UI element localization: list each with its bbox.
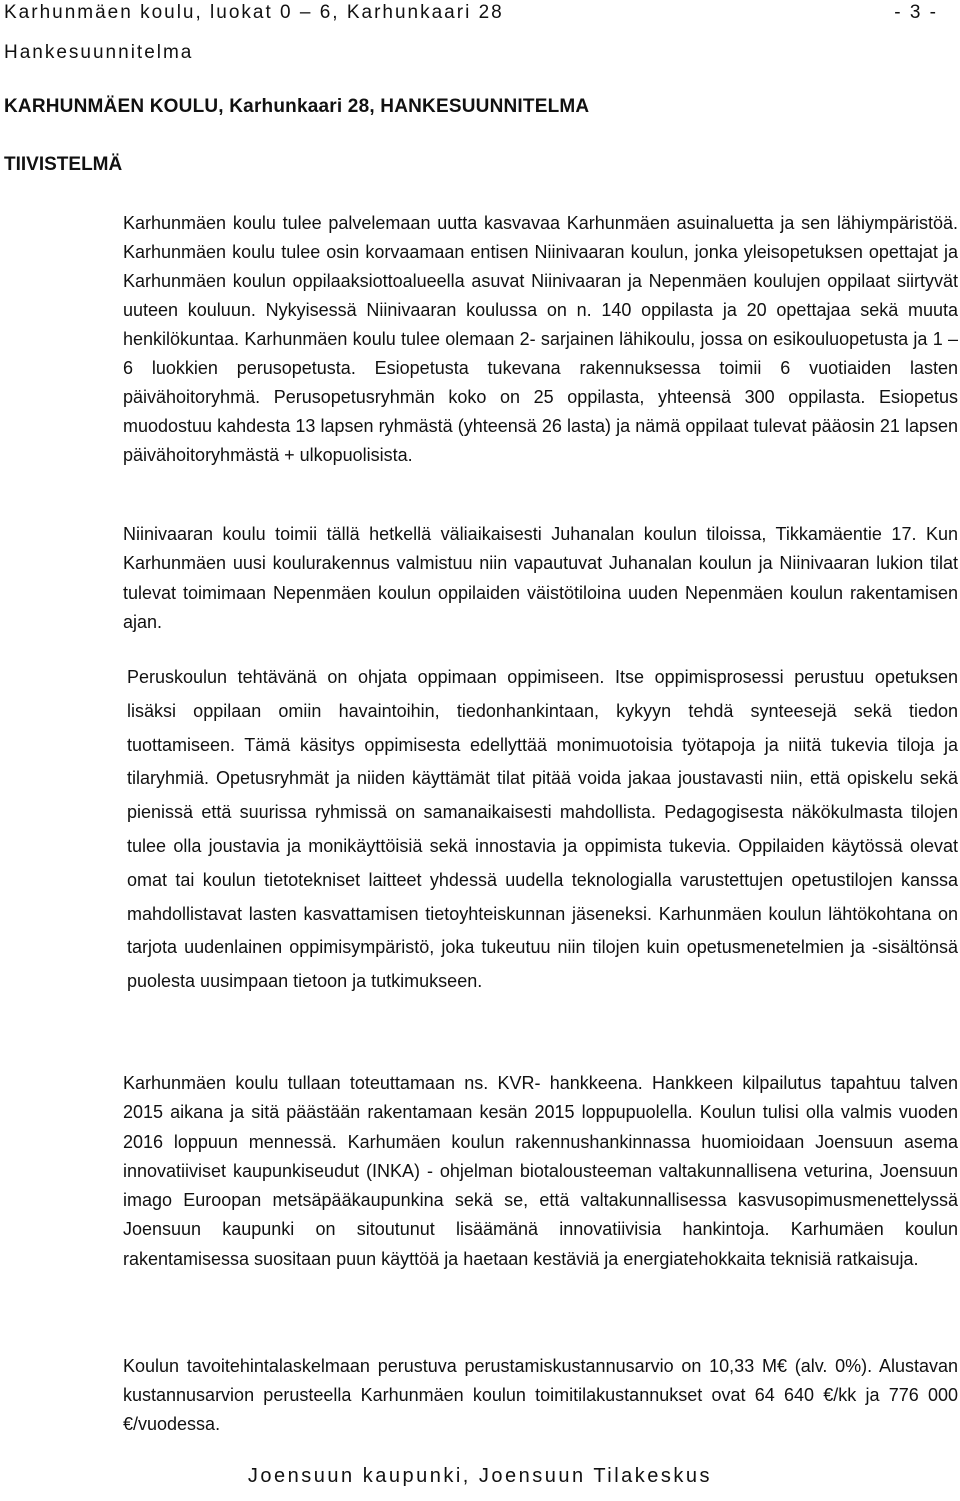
running-subheader: Hankesuunnitelma — [4, 42, 194, 63]
page-footer: Joensuun kaupunki, Joensuun Tilakeskus — [247, 1465, 713, 1487]
running-header: Karhunmäen koulu, luokat 0 – 6, Karhunkaari 28 — [4, 2, 504, 23]
paragraph-temporary-premises: Niinivaaran koulu toimii tällä hetkellä väliaikaisesti Juhanalan koulun tiloissa, Tikkamäentie 17. Kun Karhunmäen uusi koulurakennus valmistuu niin vapautuvat Juhanalan koulun ja Niinivaaran lukion tilat tulevat toimimaan Nepenmäen koulun oppilaiden väistötiloina uuden Nepenmäen koulun rakentamisen ajan. — [123, 524, 958, 632]
document-title: KARHUNMÄEN KOULU, Karhunkaari 28, HANKESUUNNITELMA — [4, 96, 590, 117]
page-number: - 3 - — [894, 2, 938, 23]
paragraph-costs: Koulun tavoitehintalaskelmaan perustuva perustamiskustannusarvio on 10,33 M€ (alv. 0%). Alustavan kustannusarvion perusteella Karhunmäen koulun toimitilakustannukset ovat 64 640 €/kk ja 776 000 €/vuodessa. — [123, 1356, 958, 1434]
paragraph-school-overview: Karhunmäen koulu tulee palvelemaan uutta kasvavaa Karhunmäen asuinaluetta ja sen lähiympäristöä. Karhunmäen koulu tulee osin korvaamaan entisen Niinivaaran koulun, jonka yleisopetuksen opettajat ja Karhunmäen koulun oppilaaksiottoalueella asuvat Niinivaaran ja Nepenmäen koulujen oppilaat siirtyvät uuteen kouluun. Nykyisessä Niinivaaran koulussa on n. 140 oppilasta ja 20 opettajaa sekä muuta henkilökuntaa. Karhunmäen koulu tulee olemaan 2- sarjainen lähikoulu, jossa on esikouluopetusta ja 1 – 6 luokkien perusopetusta. Esiopetusta tukevana rakennuksessa toimii 6 vuotiaiden lasten päivähoitoryhmä. Perusopetusryhmän koko on 25 oppilasta, yhteensä 300 oppilasta. Esiopetus muodostuu kahdesta 13 lapsen ryhmästä (yhteensä 26 lasta) ja nämä oppilaat tulevat pääosin 21 lapsen päivähoitoryhmästä + ulkopuolisista. — [123, 213, 958, 465]
paragraph-pedagogy: Peruskoulun tehtävänä on ohjata oppimaan oppimiseen. Itse oppimisprosessi perustuu opetuksen lisäksi oppilaan omiin havaintoihin, tiedonhankintaan, kykyyn tehdä synteesejä sekä tiedon tuottamiseen. Tämä käsitys oppimisesta edellyttää monimuotoisia työtapoja ja niitä tukevia tiloja ja tilaryhmiä. Opetusryhmät ja niiden käyttämät tilat pitää voida jakaa joustavasti niin, että opiskelu sekä pienissä että suurissa ryhmissä on samanaikaisesti mahdollista. Pedagogisesta näkökulmasta tilojen tulee olla joustavia ja monikäyttöisiä sekä innostavia ja oppimista tukevia. Oppilaiden käytössä olevat omat tai koulun tietotekniset laitteet yhdessä uudella teknologialla varustettujen opetustilojen kanssa mahdollistavat lasten kasvattamisen tietoyhteiskunnan jäseneksi. Karhunmäen koulun lähtökohtana on tarjota uudenlainen oppimisympäristö, joka tukeutuu niin tilojen kuin opetusmenetelmien ja -sisältönsä puolesta uusimpaan tietoon ja tutkimukseen. — [127, 667, 958, 992]
summary-heading: TIIVISTELMÄ — [4, 154, 123, 175]
paragraph-procurement: Karhunmäen koulu tullaan toteuttamaan ns. KVR- hankkeena. Hankkeen kilpailutus tapahtuu talven 2015 aikana ja sitä päästään rakentamaan kesän 2015 loppupuolella. Koulun tulisi olla valmis vuoden 2016 loppuun mennessä. Karhumäen koulun rakennushankinnassa huomioidaan Joensuun asema innovatiiviset kaupunkiseudut (INKA) - ohjelman biotalousteeman valtakunnallisena veturina, Joensuun imago Euroopan metsäpääkaupunkina sekä se, että valtakunnallisessa kasvusopimusmenettelyssä Joensuun kaupunki on sitoutunut lisäämänä innovatiivisia hankintoja. Karhumäen koulun rakentamisessa suositaan puun käyttöä ja haetaan kestäviä ja energiatehokkaita teknisiä ratkaisuja. — [123, 1073, 958, 1269]
